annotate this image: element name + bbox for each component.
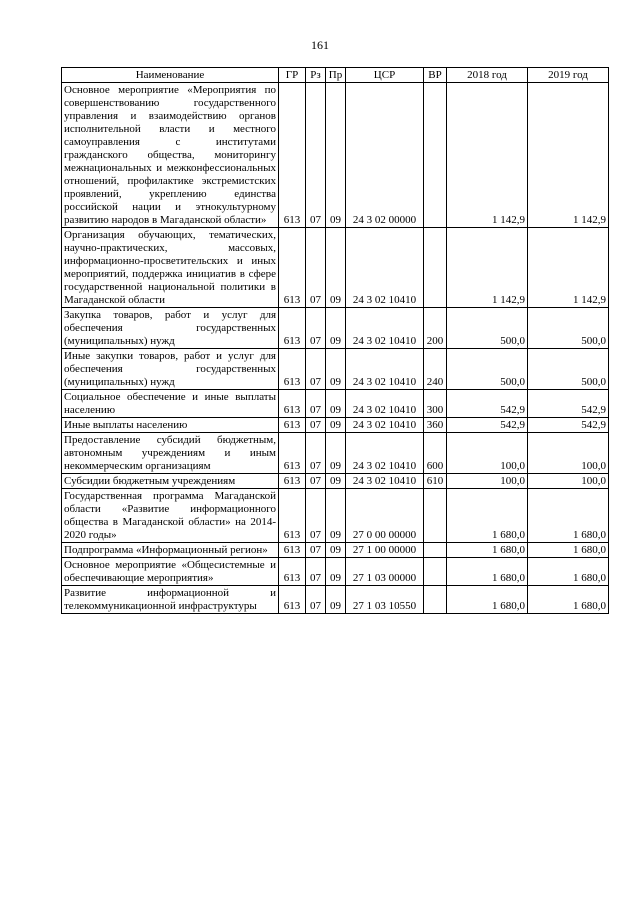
header-vr: ВР — [424, 68, 447, 83]
cell-name: Подпрограмма «Информационный регион» — [62, 543, 279, 558]
cell-2019: 1 680,0 — [528, 543, 609, 558]
cell-vr: 240 — [424, 349, 447, 390]
cell-gr: 613 — [279, 489, 306, 543]
cell-vr — [424, 543, 447, 558]
cell-2019: 1 680,0 — [528, 586, 609, 614]
cell-gr: 613 — [279, 543, 306, 558]
cell-csr: 24 3 02 10410 — [346, 390, 424, 418]
cell-csr: 24 3 02 10410 — [346, 308, 424, 349]
header-name: Наименование — [62, 68, 279, 83]
cell-2019: 1 680,0 — [528, 558, 609, 586]
cell-2019: 1 680,0 — [528, 489, 609, 543]
cell-gr: 613 — [279, 558, 306, 586]
cell-2018: 1 680,0 — [447, 543, 528, 558]
cell-pr: 09 — [326, 433, 346, 474]
cell-2018: 542,9 — [447, 390, 528, 418]
cell-pr: 09 — [326, 349, 346, 390]
cell-csr: 24 3 02 00000 — [346, 83, 424, 228]
header-pr: Пр — [326, 68, 346, 83]
cell-gr: 613 — [279, 474, 306, 489]
cell-vr: 300 — [424, 390, 447, 418]
cell-csr: 24 3 02 10410 — [346, 474, 424, 489]
cell-2018: 1 680,0 — [447, 489, 528, 543]
cell-pr: 09 — [326, 83, 346, 228]
cell-rz: 07 — [306, 586, 326, 614]
cell-name: Предоставление субсидий бюджетным, автономным учреждениям и иным некоммерческим организациям — [62, 433, 279, 474]
cell-2019: 542,9 — [528, 418, 609, 433]
cell-2019: 542,9 — [528, 390, 609, 418]
header-csr: ЦСР — [346, 68, 424, 83]
cell-2019: 500,0 — [528, 349, 609, 390]
table-row — [62, 489, 609, 543]
cell-2018: 1 142,9 — [447, 228, 528, 308]
table-row — [62, 543, 609, 558]
cell-pr: 09 — [326, 558, 346, 586]
table-row — [62, 558, 609, 586]
cell-pr: 09 — [326, 543, 346, 558]
cell-name: Субсидии бюджетным учреждениям — [62, 474, 279, 489]
cell-2018: 100,0 — [447, 474, 528, 489]
cell-rz: 07 — [306, 489, 326, 543]
header-rz: Рз — [306, 68, 326, 83]
cell-rz: 07 — [306, 349, 326, 390]
cell-2018: 100,0 — [447, 433, 528, 474]
cell-csr: 24 3 02 10410 — [346, 228, 424, 308]
cell-pr: 09 — [326, 474, 346, 489]
cell-csr: 27 1 03 00000 — [346, 558, 424, 586]
cell-name: Основное мероприятие «Мероприятия по совершенствованию государственного управления и взаимодействию органов исполнительной власти и местного самоуправления с институтами гражданского общества, мониторингу межнациональных и межконфессиональных отношений, профилактике экстремистских проявлений, укреплению единства российской нации и этнокультурному развитию народов в Магаданской области» — [62, 83, 279, 228]
table-row — [62, 390, 609, 418]
cell-rz: 07 — [306, 390, 326, 418]
cell-csr: 27 1 03 10550 — [346, 586, 424, 614]
cell-vr: 600 — [424, 433, 447, 474]
cell-rz: 07 — [306, 308, 326, 349]
table-row — [62, 433, 609, 474]
cell-gr: 613 — [279, 418, 306, 433]
cell-name: Основное мероприятие «Общесистемные и обеспечивающие мероприятия» — [62, 558, 279, 586]
cell-vr — [424, 83, 447, 228]
cell-2018: 500,0 — [447, 349, 528, 390]
cell-2019: 1 142,9 — [528, 228, 609, 308]
cell-rz: 07 — [306, 474, 326, 489]
cell-csr: 27 1 00 00000 — [346, 543, 424, 558]
cell-pr: 09 — [326, 586, 346, 614]
cell-gr: 613 — [279, 433, 306, 474]
table-row — [62, 586, 609, 614]
cell-pr: 09 — [326, 390, 346, 418]
cell-name: Иные выплаты населению — [62, 418, 279, 433]
cell-vr — [424, 558, 447, 586]
cell-pr: 09 — [326, 489, 346, 543]
cell-name: Иные закупки товаров, работ и услуг для обеспечения государственных (муниципальных) нужд — [62, 349, 279, 390]
table-row — [62, 418, 609, 433]
cell-gr: 613 — [279, 390, 306, 418]
cell-rz: 07 — [306, 83, 326, 228]
cell-vr — [424, 586, 447, 614]
cell-2018: 1 680,0 — [447, 558, 528, 586]
table-row — [62, 474, 609, 489]
cell-2018: 500,0 — [447, 308, 528, 349]
table-row — [62, 308, 609, 349]
cell-rz: 07 — [306, 558, 326, 586]
cell-2018: 1 142,9 — [447, 83, 528, 228]
cell-csr: 24 3 02 10410 — [346, 418, 424, 433]
cell-name: Социальное обеспечение и иные выплаты населению — [62, 390, 279, 418]
cell-name: Государственная программа Магаданской области «Развитие информационного общества в Магаданской области» на 2014-2020 годы» — [62, 489, 279, 543]
cell-rz: 07 — [306, 228, 326, 308]
table-row — [62, 83, 609, 228]
cell-gr: 613 — [279, 586, 306, 614]
cell-gr: 613 — [279, 308, 306, 349]
cell-name: Организация обучающих, тематических, научно-практических, массовых, информационно-просветительских и иных мероприятий, поддержка инициатив в сфере государственной национальной политики в Магаданской области — [62, 228, 279, 308]
table-row — [62, 349, 609, 390]
cell-2018: 1 680,0 — [447, 586, 528, 614]
cell-2018: 542,9 — [447, 418, 528, 433]
header-2019: 2019 год — [528, 68, 609, 83]
cell-2019: 500,0 — [528, 308, 609, 349]
cell-pr: 09 — [326, 308, 346, 349]
cell-csr: 24 3 02 10410 — [346, 433, 424, 474]
cell-2019: 100,0 — [528, 474, 609, 489]
cell-vr: 200 — [424, 308, 447, 349]
cell-vr: 610 — [424, 474, 447, 489]
cell-2019: 100,0 — [528, 433, 609, 474]
cell-vr — [424, 489, 447, 543]
cell-gr: 613 — [279, 83, 306, 228]
cell-2019: 1 142,9 — [528, 83, 609, 228]
header-gr: ГР — [279, 68, 306, 83]
cell-rz: 07 — [306, 433, 326, 474]
cell-rz: 07 — [306, 543, 326, 558]
cell-csr: 24 3 02 10410 — [346, 349, 424, 390]
cell-gr: 613 — [279, 228, 306, 308]
cell-vr: 360 — [424, 418, 447, 433]
cell-gr: 613 — [279, 349, 306, 390]
table-row — [62, 228, 609, 308]
cell-vr — [424, 228, 447, 308]
budget-table — [61, 67, 609, 614]
header-row — [62, 68, 609, 83]
cell-name: Закупка товаров, работ и услуг для обеспечения государственных (муниципальных) нужд — [62, 308, 279, 349]
header-2018: 2018 год — [447, 68, 528, 83]
cell-csr: 27 0 00 00000 — [346, 489, 424, 543]
cell-rz: 07 — [306, 418, 326, 433]
cell-pr: 09 — [326, 228, 346, 308]
page-number: 161 — [311, 38, 329, 52]
cell-name: Развитие информационной и телекоммуникационной инфраструктуры — [62, 586, 279, 614]
cell-pr: 09 — [326, 418, 346, 433]
